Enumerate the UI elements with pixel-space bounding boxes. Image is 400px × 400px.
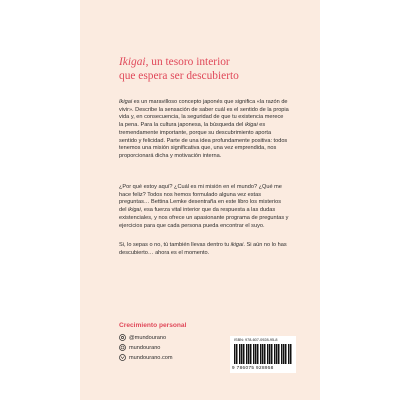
social-label-instagram: mundourano bbox=[129, 344, 161, 351]
social-link-instagram[interactable] bbox=[119, 344, 160, 351]
barcode-digits: 9 786075 928958 bbox=[232, 365, 274, 370]
p2-text-b: , esa fuerza vital interior que da respuesta a las dudas existenciales, y nos ofrece un apasionante programa de preguntas y ejercicios para que cada persona pueda encontrar el suyo. bbox=[119, 207, 289, 229]
p3-text-b: . Si aún no lo has descubierto… ahora es el momento. bbox=[119, 242, 287, 256]
barcode-bars bbox=[234, 344, 292, 364]
isbn-label: ISBN: 978-607-0928-95-8 bbox=[234, 338, 278, 342]
paragraph-2 bbox=[119, 184, 289, 230]
p2-term-ikigai: ikigai bbox=[128, 207, 141, 214]
tagline-line2: que espera ser descubierto bbox=[119, 69, 239, 82]
tagline bbox=[119, 56, 294, 83]
p2-text-a: ¿Por qué estoy aquí? ¿Cuál es mi misión en el mundo? ¿Qué me hace feliz? Todos nos hemos formulado alguna vez estas preguntas… Bettina Lemke desentraña en este libro los misterios del bbox=[119, 184, 282, 214]
paragraph-3 bbox=[119, 242, 289, 257]
p3-term-ikigai: ikigai bbox=[230, 242, 244, 248]
term-ikigai: Ikigai bbox=[119, 99, 133, 105]
p1-text-a: es un maravilloso concepto japonés que significa «la razón de vivir». Describe la sensación de saber cuál es el sentido de la propia vida y, en consecuencia, la seguridad de que tu existencia merece la pena. Para la cultura japonesa, la búsqueda del bbox=[119, 99, 289, 129]
book-back-cover bbox=[80, 0, 320, 400]
social-link-at[interactable] bbox=[119, 334, 166, 341]
paragraph-1 bbox=[119, 99, 289, 161]
social-link-website[interactable] bbox=[119, 354, 173, 361]
term-ikigai-2: ikigai bbox=[244, 122, 258, 129]
category-label: Crecimiento personal bbox=[119, 322, 187, 329]
p3-text-a: Si, lo sepas o no, tú también llevas dentro tu bbox=[119, 242, 231, 248]
social-label-website: mundourano.com bbox=[129, 354, 173, 361]
tagline-ikigai: Ikigai bbox=[119, 56, 146, 68]
tagline-line1: , un tesoro interior bbox=[145, 56, 230, 68]
at-icon bbox=[119, 334, 126, 341]
p1-text-b: es tremendamente importante, porque su descubrimiento aporta sentido y felicidad. Parte de una idea profundamente positiva: todos tenemos una misión significativa que, una vez emprendida, nos proporcionará dicha y motivación interna. bbox=[119, 122, 288, 159]
barcode-box bbox=[230, 336, 296, 373]
globe-icon bbox=[119, 354, 126, 361]
instagram-icon bbox=[119, 344, 126, 351]
social-label-at: @mundourano bbox=[129, 334, 167, 341]
